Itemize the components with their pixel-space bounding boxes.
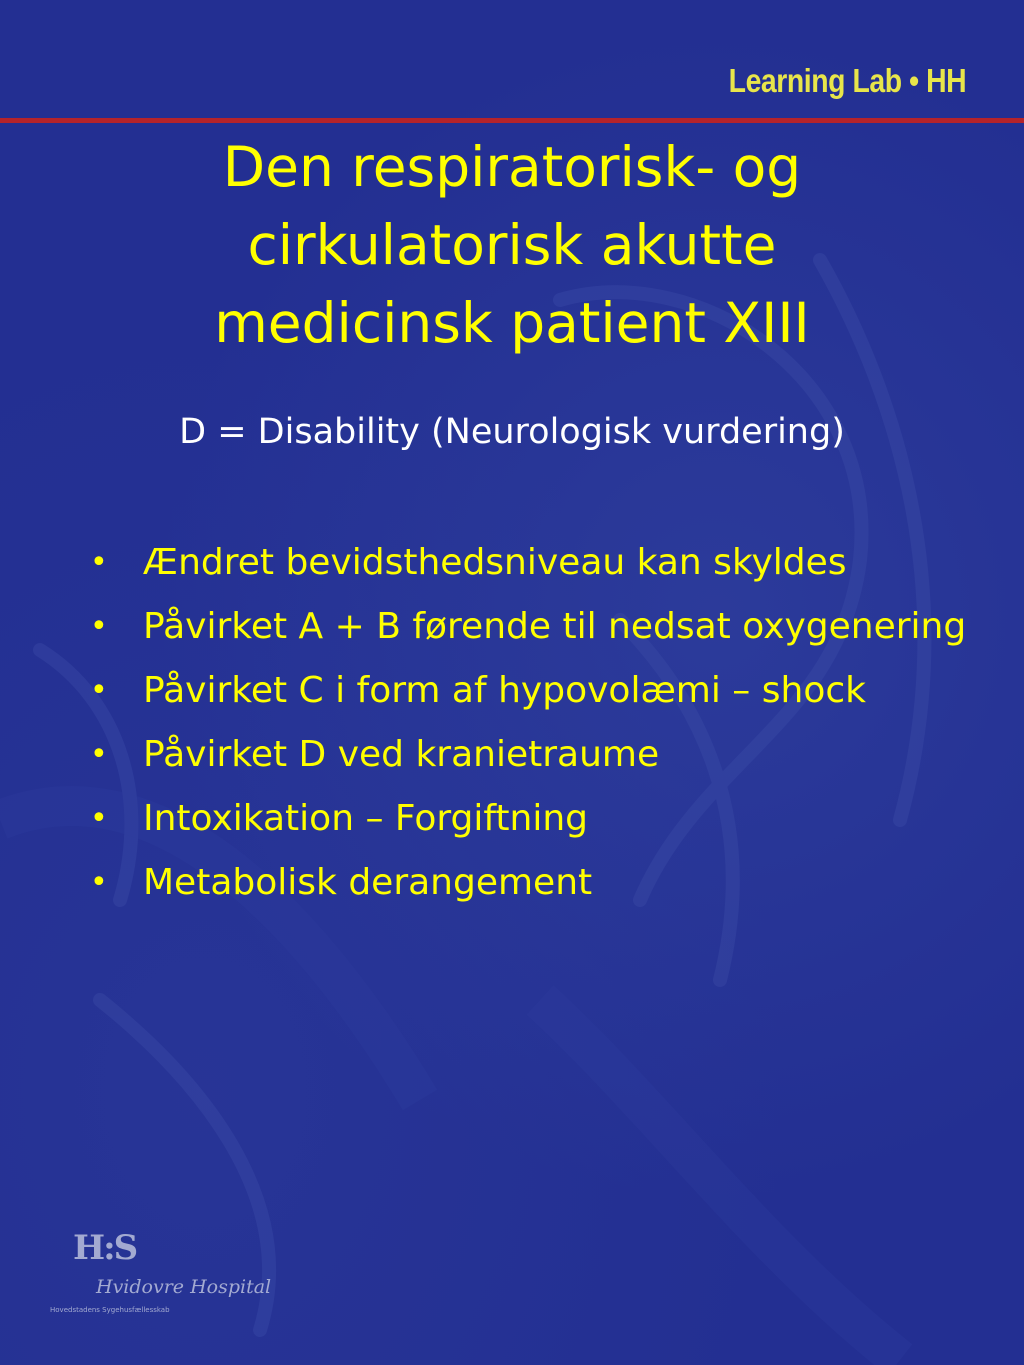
bullet-dot-icon: • [90,737,108,772]
bullet-item [88,727,968,783]
bullet-text: Metabolisk derangement [143,862,593,903]
bullet-text: Påvirket A + B førende til nedsat oxygenering [143,606,967,647]
bullet-text: Påvirket C i form af hypovolæmi – shock [143,670,866,711]
slide-title-line: medicinsk patient XIII [214,291,810,355]
bullet-item [88,663,968,719]
bullet-text: Påvirket D ved kranietraume [143,734,660,775]
slide-title-line: Den respiratorisk- og [222,135,802,199]
bullet-item [88,791,968,847]
bullet-text: Intoxikation – Forgiftning [143,798,589,839]
bullet-dot-icon: • [90,865,108,900]
bullet-item [88,855,968,911]
hospital-logo-mark: H:S [73,1228,137,1268]
bullet-dot-icon: • [90,673,108,708]
bullet-item [88,599,968,655]
hospital-name: Hvidovre Hospital [96,1276,272,1298]
hospital-logo [48,1228,272,1323]
bullet-item [88,535,968,591]
bullet-text: Ændret bevidsthedsniveau kan skyldes [143,542,847,583]
bullet-dot-icon: • [90,609,108,644]
slide-title-line: cirkulatorisk akutte [247,213,777,277]
learning-lab-brand: Learning Lab • HH [728,62,966,99]
slide-subtitle: D = Disability (Neurologisk vurdering) [179,412,845,452]
bullet-list [88,535,968,919]
bullet-dot-icon: • [90,545,108,580]
hospital-tagline: Hovedstadens Sygehusfællesskab [50,1306,170,1314]
bullet-dot-icon: • [90,801,108,836]
slide-title [60,128,964,362]
header-divider [0,118,1024,123]
